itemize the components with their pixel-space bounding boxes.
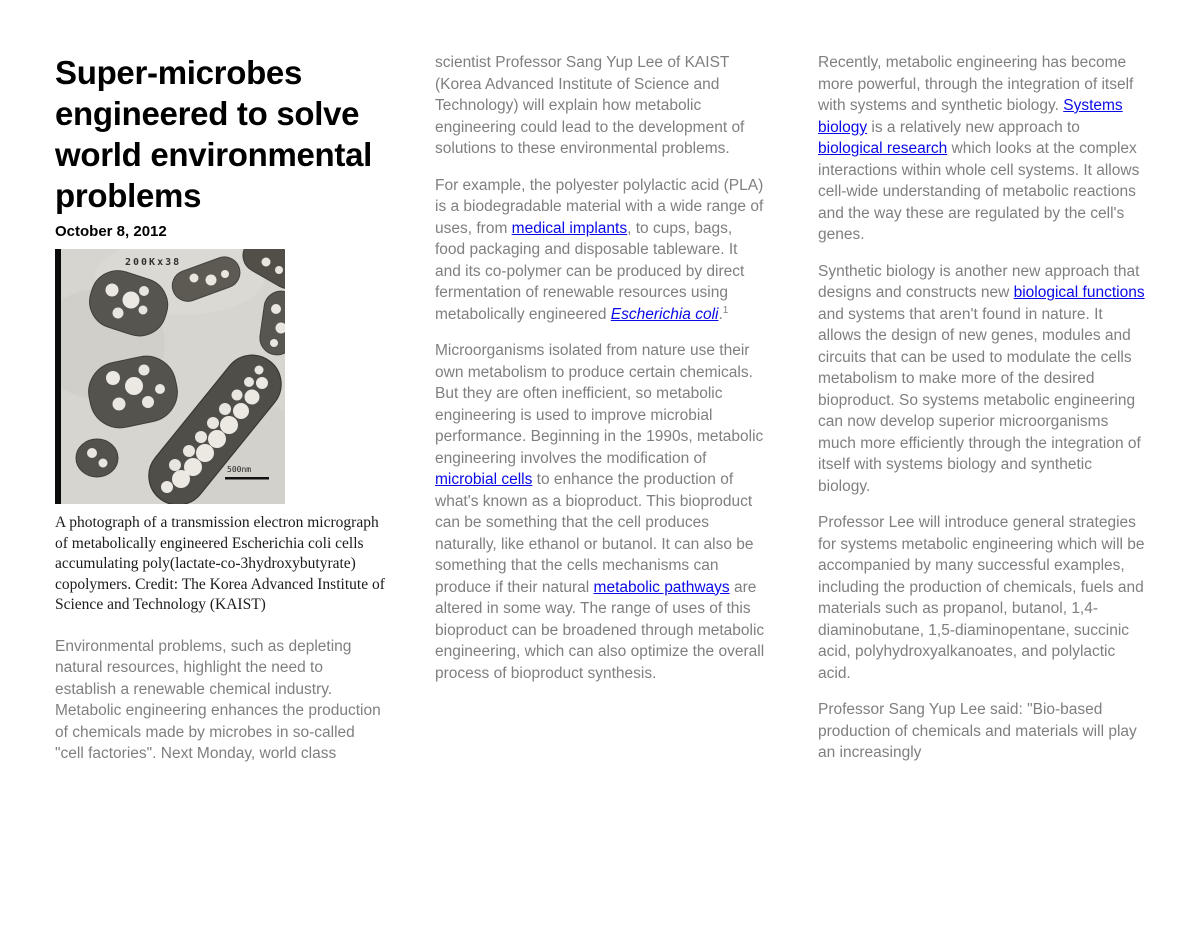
text-run: Professor Sang Yup Lee said: "Bio-based production of chemicals and materials will play an increasingly: [818, 701, 1137, 761]
inline-link[interactable]: biological research: [818, 140, 948, 157]
paragraph: [435, 175, 765, 326]
paragraph: [435, 52, 765, 160]
inline-link[interactable]: biological functions: [1013, 284, 1145, 301]
text-run: .: [718, 305, 723, 323]
film-edge-bar: [55, 249, 61, 504]
reference-superscript: 1: [722, 304, 729, 316]
inline-link[interactable]: medical implants: [511, 219, 628, 237]
paragraph: [818, 699, 1148, 764]
paragraph: [818, 261, 1148, 498]
text-run: to enhance the production of what's known as a bioproduct. This bioproduct can be something that the cell produces naturally, like ethanol or butanol. It can also be something that the cells mechanisms can produce if their natural: [435, 471, 754, 596]
inline-link[interactable]: metabolic pathways: [593, 578, 730, 596]
text-run: , to cups, bags, food packaging and disposable tableware. It and its co-polymer can be produced by direct fermentation of renewable resources using metabolically engineered: [435, 219, 745, 323]
article-column-3: [818, 52, 1148, 779]
text-run: Synthetic biology is another new approach that designs and constructs new: [818, 262, 1140, 301]
text-run: and systems that aren't found in nature. It allows the design of new genes, modules and circuits that can be used to modulate the cells metabolism to make more of the desired bioproduct. So systems metabolic engineering can now develop superior microorganisms much more efficiently through the integration of itself with systems biology and synthetic biology.: [818, 305, 1141, 495]
text-run: scientist Professor Sang Yup Lee of KAIST (Korea Advanced Institute of Science and Technology) will explain how metabolic engineering could lead to the development of solutions to these environmental problems.: [435, 54, 745, 157]
paragraph: [818, 52, 1148, 246]
text-run: are altered in some way. The range of uses of this bioproduct can be broadened through metabolic engineering, which can also optimize the overall process of bioproduct synthesis.: [435, 578, 765, 682]
paragraph: [435, 340, 765, 684]
paragraph: [55, 636, 385, 765]
figure: [55, 249, 285, 504]
text-run: which looks at the complex interactions within whole cell systems. It allows cell-wide understanding of metabolic reactions and the way these are regulated by the cell's genes.: [818, 140, 1140, 243]
micrograph-frame-label: 200Kx38: [125, 257, 182, 268]
text-run: Environmental problems, such as depleting natural resources, highlight the need to establish a renewable chemical industry. Metabolic engineering enhances the production of chemicals made by microbes in so-called "cell factories". Next Monday, world class: [55, 637, 381, 762]
article-date: October 8, 2012: [55, 223, 167, 240]
scale-label: 500nm: [227, 465, 252, 474]
page-title: Super-microbes engineered to solve world environmental problems: [55, 54, 373, 214]
text-run: Professor Lee will introduce general strategies for systems metabolic engineering which will be accompanied by many successful examples, including the production of chemicals, fuels and materials such as propanol, butanol, 1,4-diaminobutane, 1,5-diaminopentane, succinic acid, polyhydroxyalkanoates, and polylactic acid.: [818, 514, 1145, 682]
article-column-1: [55, 52, 385, 765]
article-column-2: [435, 52, 765, 699]
electron-micrograph-image: [55, 249, 285, 504]
paragraph: [818, 512, 1148, 684]
text-run: Microorganisms isolated from nature use their own metabolism to produce certain chemicals. But they are often inefficient, so metabolic engineering is used to improve microbial performance. Beginning in the 1990s, metabolic engineering involves the modification of: [435, 342, 764, 467]
text-run: is a relatively new approach to: [867, 118, 1080, 136]
text-run: For example, the polyester polylactic acid (PLA) is a biodegradable material with a wide range of uses, from: [435, 176, 764, 237]
bacteria-cell: [76, 439, 118, 477]
inline-link[interactable]: microbial cells: [435, 471, 533, 488]
text-run: Recently, metabolic engineering has become more powerful, through the integration of itself with systems and synthetic biology.: [818, 54, 1134, 114]
inline-link[interactable]: Escherichia coli: [610, 305, 719, 323]
figure-caption: A photograph of a transmission electron micrograph of metabolically engineered Escherichia coli cells accumulating poly(lactate-co-3hydroxybutyrate) copolymers. Credit: The Korea Advanced Institute of Science and Technology (KAIST): [55, 514, 385, 613]
inline-link[interactable]: Systems biology: [818, 97, 1123, 136]
